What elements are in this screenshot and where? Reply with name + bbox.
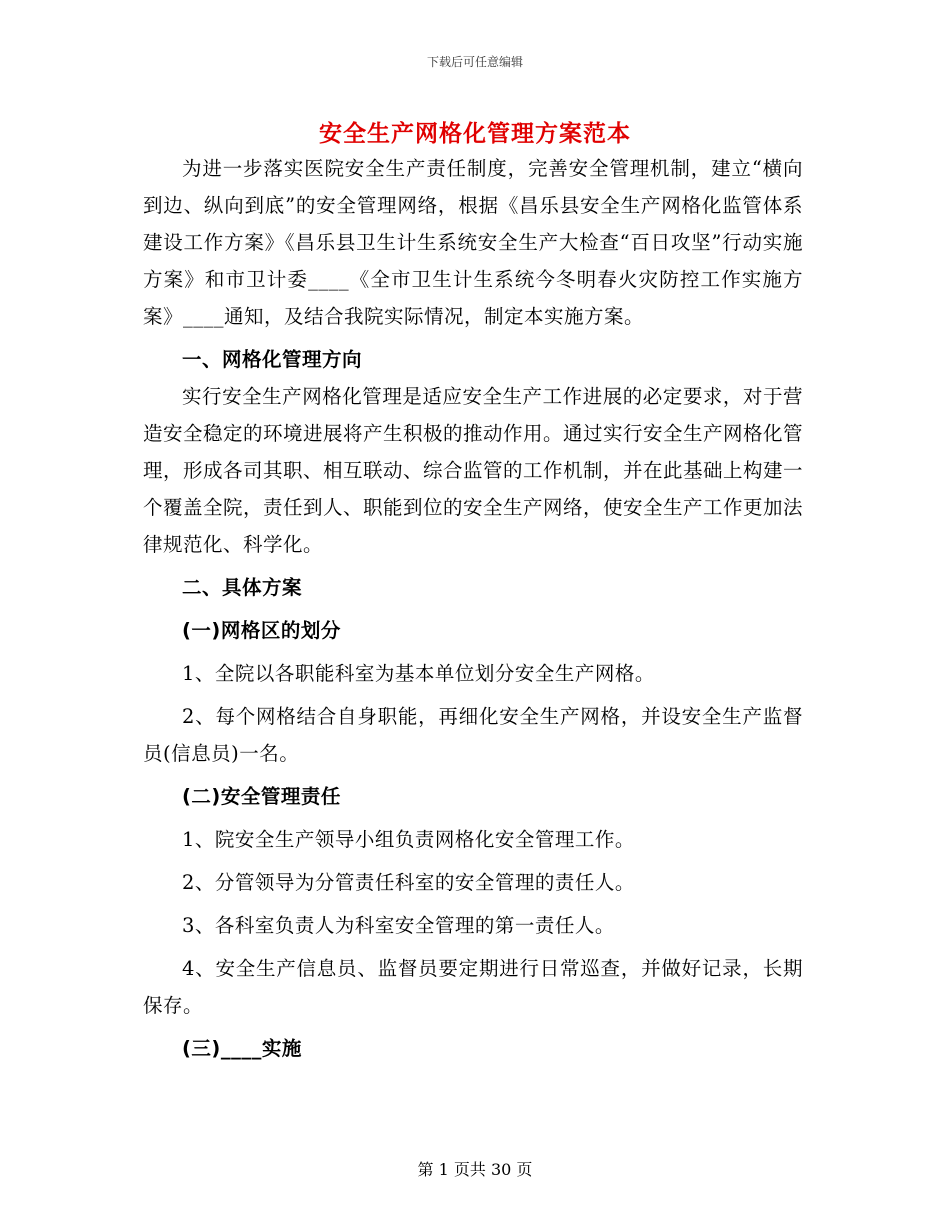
subsection-prefix: (三) [182,1037,221,1060]
page-header-note: 下载后可任意编辑 [426,55,523,69]
document-title: 安全生产网格化管理方案范本 [319,120,631,147]
section-paragraph: 实行安全生产网格化管理是适应安全生产工作进展的必定要求，对于营造安全稳定的环境进展将产生积极的推动作用。通过实行安全生产网格化管理，形成各司其职、相互联动、综合监管的工作机制，并在此基础上构建一个覆盖全院，责任到人、职能到位的安全生产网络，使安全生产工作更加法律规范化、科学化。 [143,385,804,556]
list-item: 3、各科室负责人为科室安全管理的第一责任人。 [182,914,615,937]
subsection-suffix: 实施 [261,1037,302,1060]
list-item: 4、安全生产信息员、监督员要定期进行日常巡查，并做好记录，长期保存。 [143,957,803,1017]
list-item: 1、全院以各职能科室为基本单位划分安全生产网格。 [182,662,655,685]
list-item: 2、每个网格结合自身职能，再细化安全生产网格，并设安全生产监督员(信息员)一名。 [143,705,803,765]
list-item: 2、分管领导为分管责任科室的安全管理的责任人。 [182,871,635,894]
intro-paragraph: 为进一步落实医院安全生产责任制度，完善安全管理机制，建立“横向到边、纵向到底”的安全管理网络，根据《昌乐县安全生产网格化监管体系建设工作方案》《昌乐县卫生计生系统安全生产大检查“百日攻坚”行动实施方案》和市卫计委____《全市卫生计生系统今冬明春火灾防控工作实施方案》____通知，及结合我院实际情况，制定本实施方案。 [143,157,803,328]
subsection-heading [143,1030,803,1067]
list-item: 1、院安全生产领导小组负责网格化安全管理工作。 [182,828,635,851]
subsection-heading: (一)网格区的划分 [182,619,341,642]
subsection-blank: ____ [220,1037,262,1060]
section-heading: 二、具体方案 [182,576,303,599]
subsection-heading: (二)安全管理责任 [182,785,341,808]
page-number: 第 1 页共 30 页 [417,1160,533,1179]
document-body [143,150,803,1067]
section-heading: 一、网格化管理方向 [182,348,363,371]
